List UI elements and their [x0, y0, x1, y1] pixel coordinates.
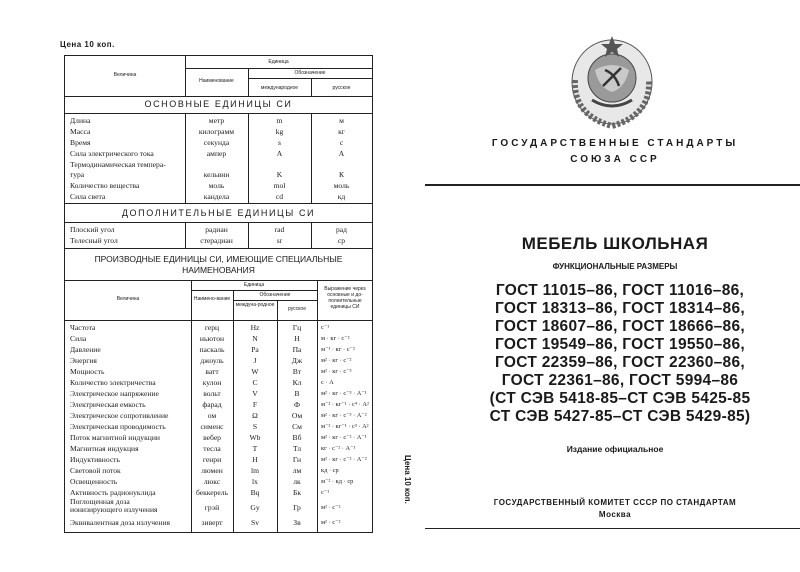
unit-international: rad: [274, 225, 285, 234]
header-state-standards: ГОСУДАРСТВЕННЫЕ СТАНДАРТЫ: [491, 138, 739, 149]
quantity-name: Сила электрического тока: [70, 149, 154, 158]
unit-name: ньютон: [199, 334, 225, 343]
unit-international: Wb: [249, 433, 261, 442]
unit-name: секунда: [203, 138, 230, 147]
quantity-name: Поглощенная доза: [70, 497, 130, 506]
quantity-name: Частота: [70, 323, 96, 332]
publisher-name: ГОСУДАРСТВЕННЫЙ КОМИТЕТ СССР ПО СТАНДАРТАМ: [493, 498, 737, 507]
quantity-name: Поток магнитной индукции: [70, 433, 160, 442]
unit-international: Sv: [250, 518, 260, 527]
unit-international: C: [252, 378, 258, 387]
unit-russian: лк: [293, 477, 301, 486]
unit-international: Bq: [250, 488, 260, 497]
header-russian: русское: [332, 85, 351, 91]
table-row: [65, 356, 372, 367]
table-row: [65, 400, 372, 411]
header-quantity: Величина: [113, 72, 137, 78]
unit-international: S: [252, 422, 258, 431]
unit-name: кандела: [203, 192, 230, 201]
unit-name: люкс: [203, 477, 221, 486]
unit-name: люмен: [201, 466, 223, 475]
unit-name: вебер: [203, 433, 221, 442]
unit-name: стерадиан: [200, 236, 233, 245]
quantity-name: Телесный угол: [70, 236, 118, 245]
table-row: [65, 477, 372, 488]
section-basic-units: ОСНОВНЫЕ ЕДИНИЦЫ СИ: [144, 99, 293, 109]
si-units-table: [64, 55, 373, 533]
quantity-name: Магнитная индукция: [70, 444, 139, 453]
gost-line: СТ СЭВ 5427-85–СТ СЭВ 5429-85): [489, 408, 751, 425]
header-quantity: Величина: [116, 296, 140, 302]
quantity-name-continued: ионизирующего излучения: [70, 505, 158, 514]
table-divider: [65, 320, 372, 321]
table-divider: [248, 78, 372, 79]
table-divider: [233, 300, 317, 301]
table-row: [65, 378, 372, 389]
table-row: [65, 170, 372, 181]
unit-expression: м² · с⁻²: [321, 519, 341, 526]
unit-expression: с · А: [321, 379, 334, 386]
unit-russian: Н: [294, 334, 300, 343]
unit-expression: м² · с⁻²: [321, 504, 341, 511]
unit-russian: В: [294, 389, 300, 398]
table-divider: [65, 222, 372, 223]
table-divider: [65, 203, 372, 204]
table-divider: [191, 290, 317, 291]
table-row: [65, 345, 372, 356]
unit-international: sr: [276, 236, 283, 245]
unit-international: H: [252, 455, 258, 464]
unit-russian: Зв: [293, 518, 301, 527]
header-designation: Обозначение: [259, 292, 291, 298]
unit-expression: м² · кг · с⁻³ · А⁻¹: [321, 390, 367, 397]
table-row: [65, 138, 372, 149]
quantity-name: Длина: [70, 116, 91, 125]
gost-line: ГОСТ 19549–86, ГОСТ 19550–86,: [495, 336, 745, 353]
unit-name: вольт: [203, 389, 221, 398]
price-label: Цена 10 коп.: [60, 40, 115, 49]
header-name: Наимено-вание: [193, 296, 231, 302]
table-row: [65, 236, 372, 247]
header-russian: русское: [288, 306, 306, 312]
unit-russian: ср: [337, 236, 346, 245]
unit-name: кельвин: [203, 170, 230, 179]
unit-russian: кг: [338, 127, 345, 136]
unit-expression: м⁻² · кд · ср: [321, 478, 354, 485]
unit-russian: Дж: [291, 356, 303, 365]
unit-russian: Кл: [292, 378, 302, 387]
quantity-name: Активность радионуклида: [70, 488, 156, 497]
unit-name: фарад: [202, 400, 222, 409]
unit-russian: Ом: [291, 411, 303, 420]
header-name: Наименование: [199, 78, 234, 84]
quantity-name: тура: [70, 170, 85, 179]
unit-international: K: [276, 170, 283, 179]
unit-russian: Ф: [294, 400, 300, 409]
unit-russian: кд: [337, 192, 346, 201]
unit-name: сименс: [200, 422, 224, 431]
unit-international: Ω: [252, 411, 258, 420]
quantity-name: Количество электричества: [70, 378, 156, 387]
unit-russian: К: [338, 170, 345, 179]
unit-russian: Бк: [292, 488, 302, 497]
unit-expression: м² · кг · с⁻² · А⁻²: [321, 456, 367, 463]
quantity-name: Термодинамическая темпера-: [70, 160, 166, 169]
unit-international: mol: [273, 181, 286, 190]
quantity-name: Электрическая проводимость: [70, 422, 166, 431]
quantity-name: Индуктивность: [70, 455, 120, 464]
section-derived-units-line2: НАИМЕНОВАНИЯ: [182, 265, 255, 275]
unit-name: джоуль: [200, 356, 224, 365]
quantity-name: Сила: [70, 334, 87, 343]
gost-line: ГОСТ 18313–86, ГОСТ 18314–86,: [495, 300, 745, 317]
table-row: [65, 444, 372, 455]
unit-international: N: [252, 334, 258, 343]
quantity-name: Электрическая емкость: [70, 400, 146, 409]
unit-russian: Вт: [292, 367, 302, 376]
table-row: [65, 192, 372, 203]
gost-line: (СТ СЭВ 5418-85–СТ СЭВ 5425-85: [489, 390, 751, 407]
unit-name: кулон: [202, 378, 222, 387]
table-divider: [185, 68, 372, 69]
unit-expression: кд · ср: [321, 467, 339, 474]
quantity-name: Эквивалентная доза излучения: [70, 518, 171, 527]
unit-russian: Гн: [292, 455, 302, 464]
unit-name: беккерель: [195, 488, 229, 497]
table-row: [65, 367, 372, 378]
unit-name: грэй: [204, 503, 220, 512]
header-expression: Выражение через основные и до-полнительные единицы СИ: [324, 286, 366, 310]
document-title: МЕБЕЛЬ ШКОЛЬНАЯ: [521, 234, 709, 253]
unit-international: V: [252, 389, 258, 398]
unit-name: моль: [208, 181, 225, 190]
horizontal-rule: [425, 528, 800, 529]
table-row: [65, 499, 372, 518]
unit-russian: См: [292, 422, 302, 431]
unit-international: Hz: [250, 323, 260, 332]
unit-international: Pa: [251, 345, 259, 354]
horizontal-rule: [425, 184, 800, 186]
unit-expression: с⁻¹: [321, 324, 330, 331]
table-row: [65, 334, 372, 345]
unit-russian: рад: [335, 225, 348, 234]
quantity-name: Освещенность: [70, 477, 118, 486]
table-row: [65, 181, 372, 192]
table-row: [65, 389, 372, 400]
gost-line: ГОСТ 11015–86, ГОСТ 11016–86,: [495, 282, 745, 299]
gost-line: ГОСТ 22361–86, ГОСТ 5994–86: [501, 372, 739, 389]
unit-international: s: [278, 138, 281, 147]
unit-name: радиан: [205, 225, 228, 234]
header-international: международное: [260, 85, 299, 91]
header-designation: Обозначение: [294, 70, 326, 76]
unit-international: cd: [275, 192, 284, 201]
table-row: [65, 411, 372, 422]
ussr-emblem: [565, 30, 660, 130]
table-row: [65, 455, 372, 466]
unit-expression: м · кг · с⁻²: [321, 335, 350, 342]
quantity-name: Световой поток: [70, 466, 121, 475]
unit-russian: Вб: [292, 433, 302, 442]
unit-russian: Гр: [293, 503, 301, 512]
table-divider: [65, 113, 372, 114]
unit-russian: Тл: [292, 444, 302, 453]
unit-expression: м² · кг · с⁻² · А⁻¹: [321, 434, 367, 441]
section-derived-units-line1: ПРОИЗВОДНЫЕ ЕДИНИЦЫ СИ, ИМЕЮЩИЕ СПЕЦИАЛЬНЫЕ: [94, 254, 343, 264]
unit-expression: м² · кг · с⁻³ · А⁻²: [321, 412, 367, 419]
table-divider: [65, 96, 372, 97]
unit-international: kg: [275, 127, 284, 136]
quantity-name: Масса: [70, 127, 91, 136]
header-unit: Единица: [268, 59, 289, 65]
quantity-name: Электрическое сопротивление: [70, 411, 169, 420]
unit-international: W: [251, 367, 259, 376]
unit-russian: м: [339, 116, 344, 125]
unit-international: lm: [250, 466, 260, 475]
quantity-name: Количество вещества: [70, 181, 140, 190]
table-divider: [65, 248, 372, 249]
unit-expression: м² · кг · с⁻³: [321, 368, 352, 375]
table-row: [65, 149, 372, 160]
table-row: [65, 225, 372, 236]
table-divider: [65, 280, 372, 281]
unit-name: паскаль: [199, 345, 225, 354]
publisher-city: Москва: [598, 510, 632, 519]
unit-expression: с⁻¹: [321, 489, 330, 496]
unit-russian: лм: [292, 466, 302, 475]
unit-name: ампер: [206, 149, 227, 158]
unit-russian: с: [339, 138, 344, 147]
quantity-name: Плоский угол: [70, 225, 115, 234]
unit-name: зиверт: [201, 518, 223, 527]
quantity-name: Энергия: [70, 356, 97, 365]
quantity-name: Сила света: [70, 192, 106, 201]
gost-line: ГОСТ 18607–86, ГОСТ 18666–86,: [495, 318, 745, 335]
unit-international: J: [253, 356, 257, 365]
unit-international: A: [276, 149, 283, 158]
header-union: СОЮЗА ССР: [570, 154, 660, 165]
unit-name: тесла: [203, 444, 221, 453]
unit-name: ватт: [205, 367, 219, 376]
unit-name: килограмм: [198, 127, 235, 136]
table-row: [65, 518, 372, 529]
table-row: [65, 116, 372, 127]
unit-expression: м⁻¹ · кг · с⁻²: [321, 346, 355, 353]
header-unit: Единица: [243, 282, 265, 288]
unit-expression: м⁻² · кг⁻¹ · с⁴ · А²: [321, 401, 369, 408]
unit-international: F: [252, 400, 258, 409]
unit-name: метр: [208, 116, 225, 125]
unit-name: герц: [204, 323, 220, 332]
quantity-name: Время: [70, 138, 91, 147]
table-row: [65, 323, 372, 334]
table-row: [65, 466, 372, 477]
document-subtitle: ФУНКЦИОНАЛЬНЫЕ РАЗМЕРЫ: [552, 262, 678, 271]
quantity-name: Мощность: [70, 367, 105, 376]
unit-russian: моль: [333, 181, 350, 190]
quantity-name: Давление: [70, 345, 101, 354]
unit-name: ом: [207, 411, 217, 420]
unit-expression: м⁻² · кг⁻¹ · с³ · А²: [321, 423, 369, 430]
header-international: междуна-родное: [235, 302, 275, 308]
unit-international: lx: [252, 477, 258, 486]
edition-label: Издание официальное: [566, 444, 664, 454]
unit-expression: кг · с⁻² · А⁻¹: [321, 445, 356, 452]
table-row: [65, 433, 372, 444]
table-row: [65, 422, 372, 433]
unit-international: m: [276, 116, 283, 125]
unit-russian: Гц: [292, 323, 302, 332]
unit-russian: А: [338, 149, 345, 158]
price-label-vertical: Цена 10 коп.: [403, 455, 412, 504]
unit-international: T: [252, 444, 258, 453]
unit-international: Gy: [250, 503, 260, 512]
gost-line: ГОСТ 22359–86, ГОСТ 22360–86,: [495, 354, 745, 371]
unit-expression: м² · кг · с⁻²: [321, 357, 352, 364]
section-additional-units: ДОПОЛНИТЕЛЬНЫЕ ЕДИНИЦЫ СИ: [121, 208, 316, 218]
unit-russian: Па: [292, 345, 302, 354]
quantity-name: Электрическое напряжение: [70, 389, 159, 398]
unit-name: генри: [202, 455, 222, 464]
table-row: [65, 127, 372, 138]
